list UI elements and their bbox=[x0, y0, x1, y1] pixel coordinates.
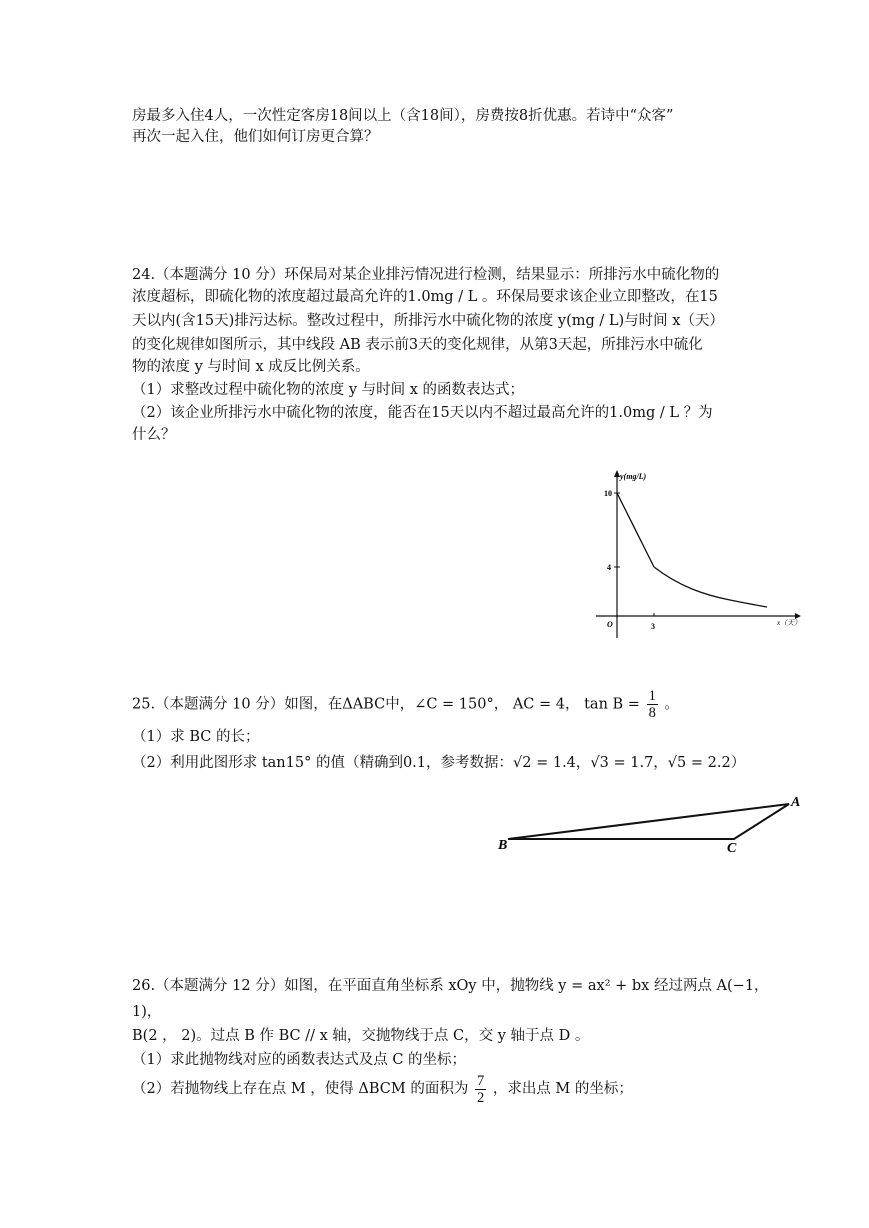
prev-text-line-2: 再次一起入住，他们如何订房更合算？ bbox=[132, 129, 379, 145]
q26-part-1: （1）求此抛物线对应的函数表达式及点 C 的坐标； bbox=[132, 1052, 467, 1068]
q25-line-1-text: 25.（本题满分 10 分）如图，在ΔABC中，∠C = 150°， AC = 4， tan B = bbox=[132, 696, 640, 713]
q25-frac-den: 8 bbox=[648, 705, 656, 721]
q26-area-fraction bbox=[475, 1073, 486, 1106]
x-axis-label: x（天） bbox=[777, 619, 802, 627]
q26-part-2 bbox=[132, 1072, 633, 1106]
tick-label-4: 4 bbox=[607, 563, 611, 572]
q24-line-3: 天以内(含15天)排污达标。整改过程中，所排污水中硫化物的浓度 y(mg / L)与时间 x（天） bbox=[132, 313, 724, 329]
concentration-graph bbox=[590, 465, 805, 645]
tick-label-10: 10 bbox=[604, 489, 612, 498]
q24-part-2-a: （2）该企业所排污水中硫化物的浓度，能否在15天以内不超过最高允许的1.0mg / L ？为 bbox=[132, 405, 713, 421]
q25-line-1-end: 。 bbox=[664, 696, 679, 713]
triangle-outline bbox=[508, 804, 789, 839]
q26-frac-den: 2 bbox=[476, 1089, 485, 1106]
q26-line-1: 26.（本题满分 12 分）如图，在平面直角坐标系 xOy 中，抛物线 y = ax² + bx 经过两点 A(−1， bbox=[132, 978, 769, 994]
q25-frac-num: 1 bbox=[648, 688, 656, 704]
segment-ab bbox=[617, 493, 654, 567]
q24-line-5: 物的浓度 y 与时间 x 成反比例关系。 bbox=[132, 359, 370, 375]
triangle-abc bbox=[490, 790, 810, 860]
vertex-a-label: A bbox=[791, 795, 801, 810]
q25-part-1: （1）求 BC 的长； bbox=[132, 729, 260, 745]
origin-label: O bbox=[607, 620, 613, 629]
q25-line-1 bbox=[132, 688, 679, 721]
q24-part-2-b: 什么？ bbox=[132, 427, 176, 443]
vertex-b-label: B bbox=[498, 838, 508, 853]
prev-text-line-1: 房最多入住4人，一次性定客房18间以上（含18间），房费按8折优惠。若诗中“众客” bbox=[132, 108, 674, 124]
tick-label-3: 3 bbox=[651, 622, 655, 631]
q24-line-1: 24.（本题满分 10 分）环保局对某企业排污情况进行检测，结果显示：所排污水中硫化物的 bbox=[132, 267, 720, 283]
q25-part-2: （2）利用此图形求 tan15° 的值（精确到0.1，参考数据：√2 = 1.4，√3 = 1.7，√5 = 2.2） bbox=[132, 755, 746, 771]
q26-line-2: 1)， bbox=[132, 1004, 162, 1020]
y-axis-label: y(mg/L) bbox=[620, 472, 647, 481]
q26-part-2-text: （2）若抛物线上存在点 M ，使得 ΔBCM 的面积为 bbox=[132, 1081, 469, 1097]
q26-line-3: B(2 ， 2)。过点 B 作 BC // x 轴，交抛物线于点 C，交 y 轴于点 D 。 bbox=[132, 1028, 590, 1044]
inverse-curve bbox=[654, 567, 767, 607]
q24-part-1: （1）求整改过程中硫化物的浓度 y 与时间 x 的函数表达式； bbox=[132, 382, 525, 398]
q26-part-2-end: ，求出点 M 的坐标； bbox=[492, 1081, 633, 1097]
vertex-c-label: C bbox=[727, 841, 737, 856]
q24-line-4: 的变化规律如图所示，其中线段 AB 表示前3天的变化规律，从第3天起，所排污水中硫化 bbox=[132, 337, 703, 353]
q25-tan-fraction bbox=[647, 688, 658, 721]
q24-line-2: 浓度超标，即硫化物的浓度超过最高允许的1.0mg / L 。环保局要求该企业立即整改，在15 bbox=[132, 289, 718, 305]
q26-frac-num: 7 bbox=[476, 1072, 485, 1089]
